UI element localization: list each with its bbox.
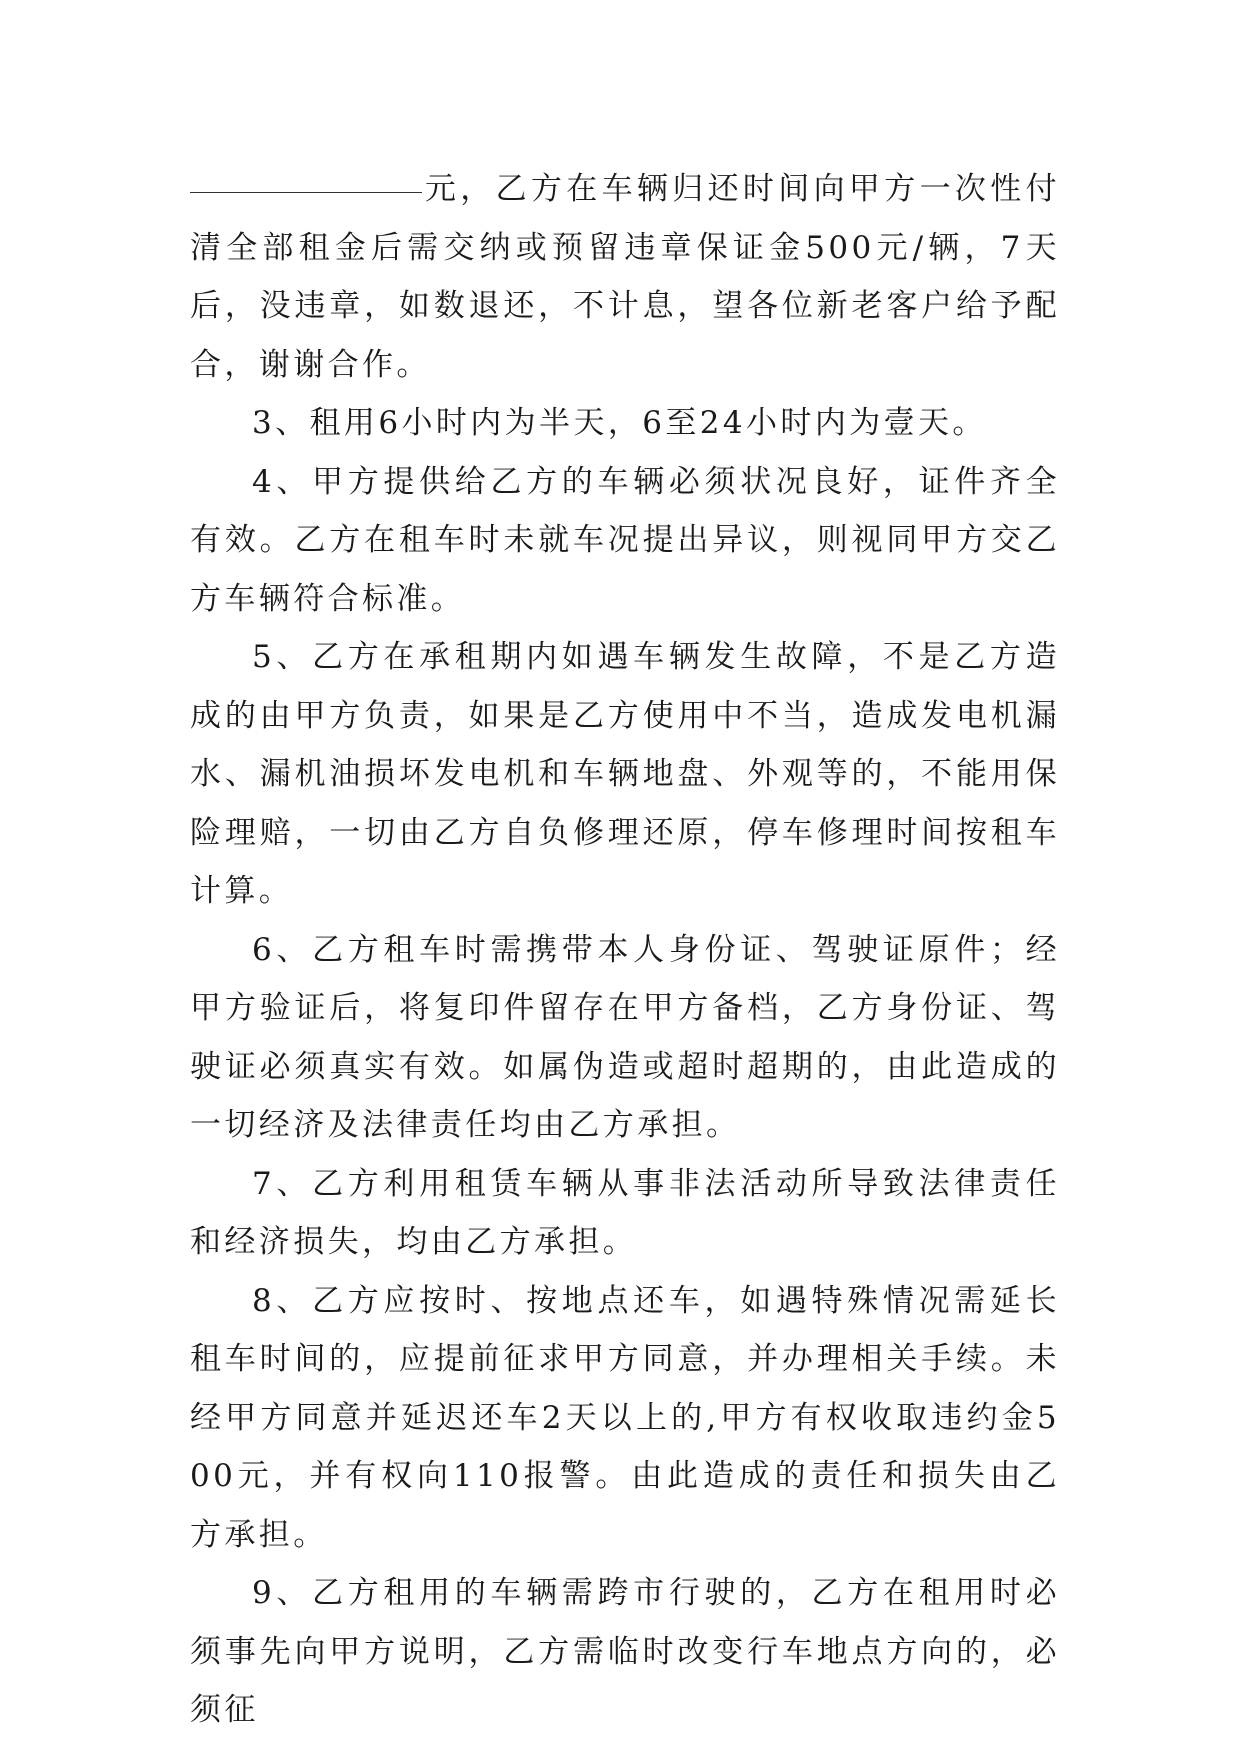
contract-body: [190, 160, 1060, 1740]
paragraph-deposit-text: 元，乙方在车辆归还时间向甲方一次性付清全部租金后需交纳或预留违章保证金500元/辆，7天后，没违章，如数退还，不计息，望各位新老客户给予配合，谢谢合作。: [190, 171, 1060, 383]
clause-9: 9、乙方租用的车辆需跨市行驶的，乙方在租用时必须事先向甲方说明，乙方需临时改变行车地点方向的，必须征: [190, 1575, 1060, 1728]
clause-7: 7、乙方利用租赁车辆从事非法活动所导致法律责任和经济损失，均由乙方承担。: [190, 1165, 1060, 1260]
clause-5: 5、乙方在承租期内如遇车辆发生故障，不是乙方造成的由甲方负责，如果是乙方使用中不当，造成发电机漏水、漏机油损坏发电机和车辆地盘、外观等的，不能用保险理赔，一切由乙方自负修理还原，停车修理时间按租车计算。: [190, 639, 1060, 909]
paragraph-deposit: [190, 160, 1060, 394]
fill-in-blank: [190, 191, 422, 193]
clause-8: 8、乙方应按时、按地点还车，如遇特殊情况需延长租车时间的，应提前征求甲方同意，并办理相关手续。未经甲方同意并延迟还车2天以上的,甲方有权收取违约金500元，并有权向110报警。由此造成的责任和损失由乙方承担。: [190, 1282, 1060, 1553]
clause-4: 4、甲方提供给乙方的车辆必须状况良好，证件齐全有效。乙方在租车时未就车况提出异议，则视同甲方交乙方车辆符合标准。: [190, 463, 1060, 617]
clause-3: 3、租用6小时内为半天，6至24小时内为壹天。: [252, 405, 987, 441]
clause-6: 6、乙方租车时需携带本人身份证、驾驶证原件；经甲方验证后，将复印件留存在甲方备档，乙方身份证、驾驶证必须真实有效。如属伪造或超时超期的，由此造成的一切经济及法律责任均由乙方承担。: [190, 931, 1060, 1143]
